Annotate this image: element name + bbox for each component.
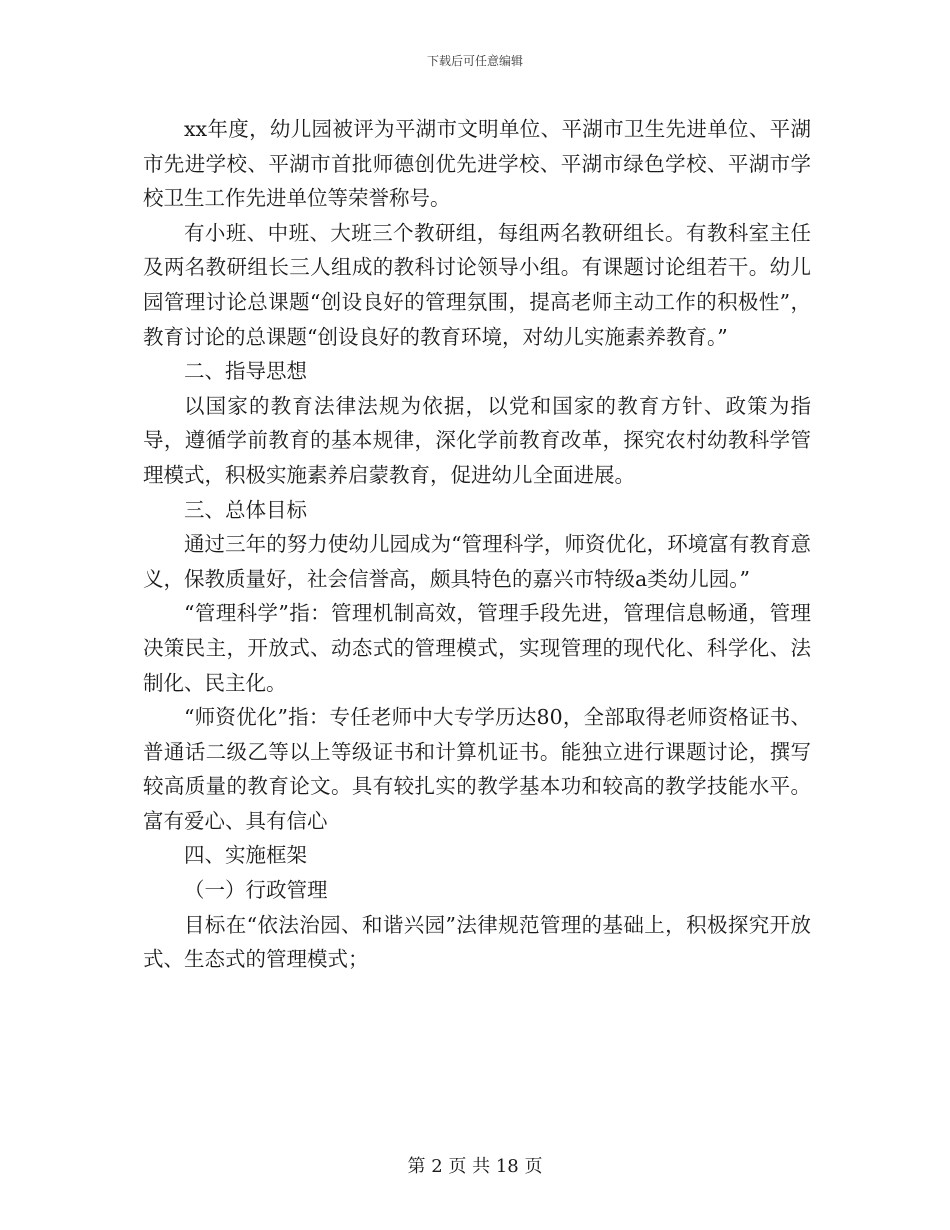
paragraph-research-groups: 有小班、中班、大班三个教研组，每组两名教研组长。有教科室主任及两名教研组长三人组成的教科讨论领导小组。有课题讨论组若干。幼儿园管理讨论总课题“创设良好的管理氛围，提高老师主动工作的积极性”，教育讨论的总课题“创设良好的教育环境，对幼儿实施素养教育。” <box>143 220 811 349</box>
page-header: 下载后可任意编辑 <box>426 54 523 68</box>
page-number-footer: 第 2 页 共 18 页 <box>407 1156 543 1177</box>
paragraph-overall-goal: 通过三年的努力使幼儿园成为“管理科学，师资优化，环境富有教育意义，保教质量好，社会信誉高，颇具特色的嘉兴市特级a类幼儿园。” <box>143 532 811 591</box>
section-heading-overall-goal: 三、总体目标 <box>184 497 307 522</box>
subsection-heading-administration: （一）行政管理 <box>184 878 328 903</box>
paragraph-teacher-optimization: “师资优化”指：专任老师中大专学历达80，全部取得老师资格证书、普通话二级乙等以上等级证书和计算机证书。能独立进行课题讨论，撰写较高质量的教育论文。具有较扎实的教学基本功和较高的教学技能水平。富有爱心、具有信心 <box>143 705 811 833</box>
paragraph-scientific-management: “管理科学”指：管理机制高效，管理手段先进，管理信息畅通，管理决策民主，开放式、动态式的管理模式，实现管理的现代化、科学化、法制化、民主化。 <box>143 601 811 695</box>
paragraph-administration-goal: 目标在“依法治园、和谐兴园”法律规范管理的基础上，积极探究开放式、生态式的管理模式； <box>143 912 811 972</box>
section-heading-implementation-framework: 四、实施框架 <box>184 843 307 868</box>
document-body <box>143 112 811 977</box>
paragraph-guiding-ideology: 以国家的教育法律法规为依据，以党和国家的教育方针、政策为指导，遵循学前教育的基本规律，深化学前教育改革，探究农村幼教科学管理模式，积极实施素养启蒙教育，促进幼儿全面进展。 <box>143 393 811 487</box>
paragraph-honors: xx年度，幼儿园被评为平湖市文明单位、平湖市卫生先进单位、平湖市先进学校、平湖市首批师德创优先进学校、平湖市绿色学校、平湖市学校卫生工作先进单位等荣誉称号。 <box>143 117 811 211</box>
section-heading-guiding-ideology: 二、指导思想 <box>184 359 307 384</box>
